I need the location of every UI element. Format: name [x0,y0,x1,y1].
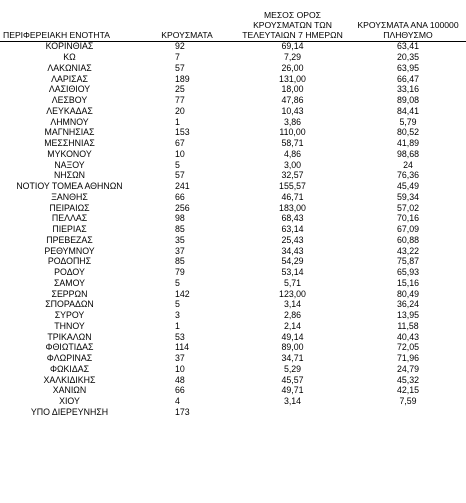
table-row [0,353,466,364]
cell-avg7: 3,14 [283,396,302,407]
cell-avg7: 110,00 [279,127,306,138]
cell-per100k: 57,02 [396,202,419,213]
cell-per100k: 66,47 [396,73,419,84]
cell-cases: 241 [175,181,190,192]
table-row [0,278,466,289]
header-per100k: ΚΡΟΥΣΜΑΤΑ ΑΝΑ 100000 ΠΛΗΘΥΣΜΟ [357,20,459,40]
cell-cases: 66 [175,191,185,202]
cell-avg7: 3,00 [283,159,302,170]
table-row [0,224,466,235]
header-row [0,3,466,41]
table-row [0,95,466,106]
cell-region: ΦΩΚΙΔΑΣ [49,363,90,374]
table-row [0,159,466,170]
cell-avg7: 2,86 [283,310,302,321]
cell-cases: 85 [175,256,185,267]
cell-cases: 10 [175,148,185,159]
table-row [0,192,466,203]
cell-per100k: 59,34 [396,191,419,202]
cell-cases: 66 [175,385,185,396]
table-row [0,342,466,353]
cell-region: ΥΠΟ ΔΙΕΡΕΥΝΗΣΗ [30,406,109,417]
table-row [0,245,466,256]
table-row [0,331,466,342]
table-row [0,149,466,160]
cell-per100k: 36,24 [396,299,419,310]
header-underline [0,41,466,42]
table-row [0,41,466,52]
cell-per100k: 65,93 [396,267,419,278]
cell-cases: 25 [175,84,185,95]
cell-per100k: 40,43 [396,331,419,342]
cell-cases: 48 [175,374,185,385]
table-row [0,63,466,74]
cell-per100k: 24,79 [396,363,419,374]
cell-cases: 4 [175,396,180,407]
cell-avg7: 25,43 [281,234,304,245]
table-row [0,138,466,149]
cell-region: ΛΑΣΙΘΙΟΥ [48,84,91,95]
cell-region: ΜΑΓΝΗΣΙΑΣ [44,127,95,138]
cell-cases: 189 [175,73,190,84]
cell-per100k: 71,96 [396,353,419,364]
cell-region: ΠΙΕΡΙΑΣ [52,224,87,235]
table-row [0,106,466,117]
cell-per100k: 98,68 [396,148,419,159]
table-row [0,385,466,396]
cell-region: ΝΟΤΙΟΥ ΤΟΜΕΑ ΑΘΗΝΩΝ [16,181,123,192]
cell-region: ΧΑΛΚΙΔΙΚΗΣ [43,374,96,385]
table-row [0,127,466,138]
cell-region: ΠΕΛΛΑΣ [51,213,88,224]
cell-avg7: 54,29 [281,256,304,267]
table-row [0,321,466,332]
cell-per100k: 33,16 [396,84,419,95]
cell-per100k: 45,49 [396,181,419,192]
cell-per100k: 24 [403,159,413,170]
cell-region: ΣΥΡΟΥ [54,310,85,321]
cell-avg7: 32,57 [281,170,304,181]
table-row [0,299,466,310]
table-row [0,84,466,95]
table-row [0,288,466,299]
cell-cases: 142 [175,288,190,299]
cell-cases: 57 [175,170,185,181]
cell-cases: 98 [175,213,185,224]
cell-cases: 114 [175,342,190,353]
cell-avg7: 47,86 [281,95,304,106]
cell-cases: 7 [175,52,180,63]
cell-per100k: 84,41 [396,105,419,116]
cell-avg7: 18,00 [281,84,304,95]
cell-avg7: 26,00 [281,62,304,73]
cell-per100k: 75,87 [396,256,419,267]
cell-cases: 1 [175,320,180,331]
cell-region: ΣΠΟΡΑΔΩΝ [45,299,94,310]
cell-avg7: 69,14 [281,41,304,52]
cell-region: ΜΕΣΣΗΝΙΑΣ [44,138,95,149]
table-row [0,52,466,63]
cell-per100k: 76,36 [396,170,419,181]
cell-cases: 3 [175,310,180,321]
table-row [0,213,466,224]
cell-avg7: 63,14 [281,224,304,235]
cell-avg7: 183,00 [279,202,306,213]
cell-region: ΞΑΝΘΗΣ [51,191,88,202]
cell-per100k: 72,05 [396,342,419,353]
cell-per100k: 42,15 [396,385,419,396]
table-row [0,256,466,267]
cell-region: ΛΗΜΝΟΥ [50,116,89,127]
header-region: ΠΕΡΙΦΕΡΕΙΑΚΗ ΕΝΟΤΗΤΑ [3,30,110,40]
table-row [0,181,466,192]
cell-region: ΣΑΜΟΥ [53,277,86,288]
table-row [0,396,466,407]
cell-avg7: 131,00 [279,73,306,84]
table-row [0,267,466,278]
cell-per100k: 70,16 [396,213,419,224]
cell-cases: 37 [175,245,185,256]
cell-cases: 92 [175,41,185,52]
table-row [0,310,466,321]
cell-region: ΦΘΙΩΤΙΔΑΣ [45,342,94,353]
cell-per100k: 63,41 [396,41,419,52]
cell-avg7: 10,43 [281,105,304,116]
cell-avg7: 3,86 [283,116,302,127]
cell-avg7: 5,71 [283,277,302,288]
table-row [0,235,466,246]
header-cases: ΚΡΟΥΣΜΑΤΑ [161,30,213,40]
cell-per100k: 5,79 [399,116,417,127]
cell-cases: 173 [175,406,190,417]
table-row [0,364,466,375]
cell-avg7: 7,29 [283,52,302,63]
table-body [0,41,466,417]
cell-cases: 256 [175,202,190,213]
cell-cases: 37 [175,353,185,364]
cell-per100k: 13,95 [396,310,419,321]
cell-avg7: 2,14 [283,320,302,331]
cell-region: ΚΩ [63,52,76,63]
cell-cases: 1 [175,116,180,127]
cell-region: ΠΡΕΒΕΖΑΣ [46,234,93,245]
cell-cases: 53 [175,331,185,342]
cell-cases: 77 [175,95,185,106]
cell-cases: 85 [175,224,185,235]
cell-avg7: 155,57 [279,181,306,192]
cell-per100k: 63,95 [396,62,419,73]
cell-region: ΤΗΝΟΥ [54,320,85,331]
cell-region: ΧΑΝΙΩΝ [52,385,87,396]
cell-region: ΡΟΔΟΠΗΣ [47,256,92,267]
cell-region: ΛΕΥΚΑΔΑΣ [46,105,93,116]
cell-region: ΡΟΔΟΥ [54,267,85,278]
cell-region: ΜΥΚΟΝΟΥ [47,148,92,159]
cell-cases: 35 [175,234,185,245]
cell-cases: 153 [175,127,190,138]
cell-region: ΠΕΙΡΑΙΩΣ [49,202,90,213]
cell-per100k: 60,88 [396,234,419,245]
table-row [0,202,466,213]
cell-region: ΚΟΡΙΝΘΙΑΣ [45,41,94,52]
cell-avg7 [235,407,350,418]
cell-region: ΝΗΣΩΝ [53,170,86,181]
cell-avg7: 49,14 [281,331,304,342]
cell-region: ΛΑΡΙΣΑΣ [51,73,88,84]
cell-avg7: 34,71 [281,353,304,364]
cell-per100k: 80,49 [396,288,419,299]
cell-per100k: 11,58 [397,320,419,331]
cell-per100k: 80,52 [396,127,419,138]
table-row [0,116,466,127]
header-avg7: ΜΕΣΟΣ ΟΡΟΣ ΚΡΟΥΣΜΑΤΩΝ ΤΩΝ ΤΕΛΕΥΤΑΙΩΝ 7 ΗΜΕΡΩΝ [242,10,343,40]
cell-cases: 5 [175,277,180,288]
table-row [0,73,466,84]
table-header [0,3,466,41]
cell-region: ΡΕΘΥΜΝΟΥ [44,245,95,256]
cell-cases: 57 [175,62,185,73]
table-row [0,374,466,385]
cell-avg7: 3,14 [283,299,302,310]
table-row [0,170,466,181]
cell-region: ΦΛΩΡΙΝΑΣ [46,353,93,364]
cell-avg7: 4,86 [283,148,302,159]
cell-avg7: 53,14 [281,267,304,278]
cell-avg7: 46,71 [281,191,304,202]
cell-cases: 5 [175,299,180,310]
cell-per100k [350,407,466,418]
cell-avg7: 5,29 [283,363,302,374]
cases-by-region-table [0,3,466,417]
cell-cases: 10 [175,363,185,374]
cell-avg7: 45,57 [281,374,304,385]
cell-cases: 20 [175,105,185,116]
cell-avg7: 123,00 [279,288,306,299]
cell-cases: 79 [175,267,185,278]
cell-cases: 67 [175,138,185,149]
cell-per100k: 43,22 [396,245,419,256]
cell-per100k: 89,08 [396,95,419,106]
cell-region: ΛΕΣΒΟΥ [51,95,88,106]
table-row [0,407,466,418]
cell-per100k: 15,16 [396,277,419,288]
cell-region: ΤΡΙΚΑΛΩΝ [47,331,92,342]
cell-avg7: 89,00 [281,342,304,353]
cell-region: ΣΕΡΡΩΝ [51,288,88,299]
cell-per100k: 45,32 [396,374,419,385]
cell-region: ΝΑΞΟΥ [54,159,85,170]
cell-region: ΛΑΚΩΝΙΑΣ [47,62,92,73]
cell-avg7: 34,43 [281,245,304,256]
cell-avg7: 68,43 [281,213,304,224]
cell-per100k: 67,09 [396,224,419,235]
cell-avg7: 49,71 [281,385,304,396]
cell-per100k: 20,35 [396,52,419,63]
cell-region: ΧΙΟΥ [59,396,80,407]
cell-per100k: 7,59 [399,396,417,407]
cell-per100k: 41,89 [396,138,419,149]
cell-cases: 5 [175,159,180,170]
cell-avg7: 58,71 [281,138,304,149]
